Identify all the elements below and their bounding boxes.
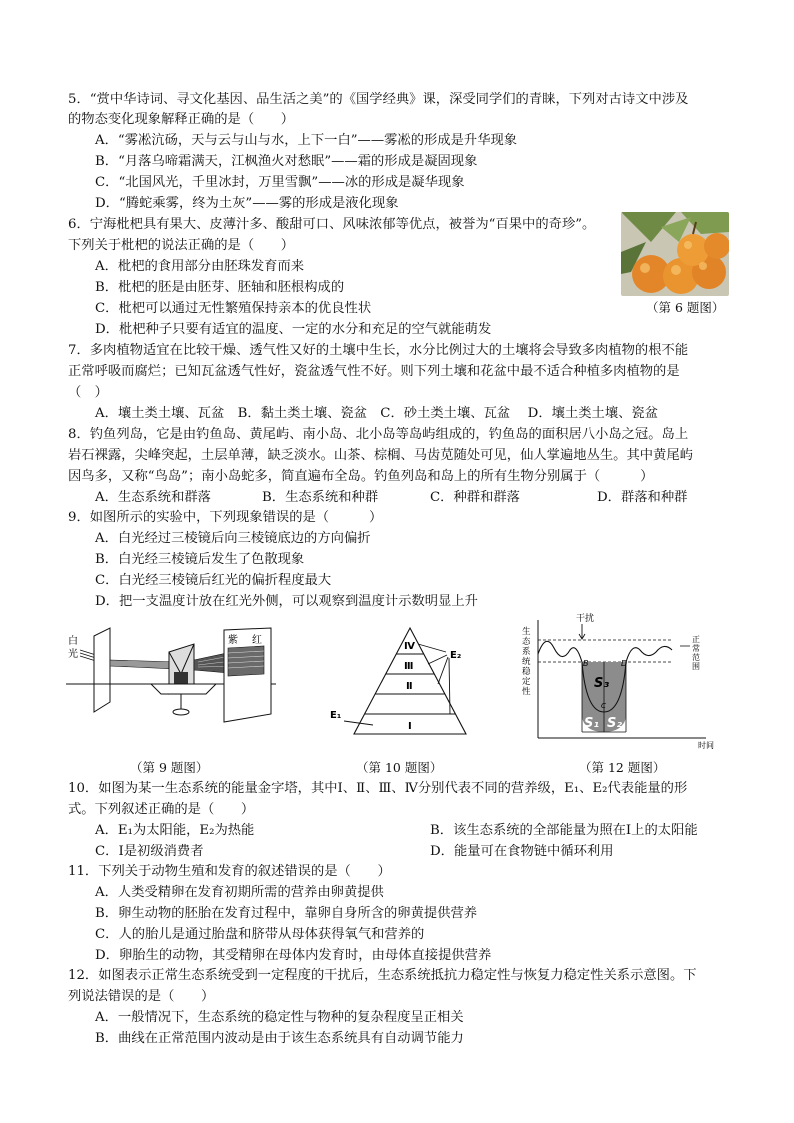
point-c-label: C — [601, 702, 606, 710]
violet-label: 紫 — [228, 635, 238, 646]
q6-option-d: D．枇杷种子只要有适宜的温度、一定的水分和充足的空气就能萌发 — [95, 322, 492, 337]
level-iv-label: Ⅳ — [404, 641, 415, 652]
x-axis-label: 时间 — [698, 741, 714, 750]
q11-option-d: D．卵胎生的动物，其受精卵在母体内发育时，由母体直接提供营养 — [95, 948, 492, 963]
svg-text:态: 态 — [522, 637, 531, 647]
figure-9-caption: （第 9 题图） — [130, 760, 209, 775]
q5-option-b: B．“月落乌啼霜满天，江枫渔火对愁眠”——霜的形成是凝固现象 — [95, 154, 478, 169]
e2-label: E₂ — [450, 650, 462, 661]
q10-option-b: B．该生态系统的全部能量为照在Ⅰ上的太阳能 — [430, 823, 698, 838]
q6-stem: 下列关于枇杷的说法正确的是（ ） — [68, 238, 295, 253]
q5-option-c: C．“北国风光，千里冰封，万里雪飘”——冰的形成是凝华现象 — [95, 175, 465, 190]
q8-option-c: C．种群和群落 — [430, 490, 520, 505]
white-light-label: 光 — [68, 649, 78, 660]
svg-text:系: 系 — [522, 647, 531, 657]
level-ii-label: Ⅱ — [406, 681, 413, 692]
q9-option-c: C．白光经三棱镜后红光的偏折程度最大 — [95, 573, 332, 588]
s2-label: S₂ — [607, 716, 623, 731]
figure-10-caption: （第 10 题图） — [356, 760, 443, 775]
q7-stem: 正常呼吸而腐烂；已知瓦盆透气性好，瓷盆透气性不好。则下列土壤和花盆中最不适合种植多肉植物的是 — [68, 364, 680, 379]
q12-option-b: B．曲线在正常范围内波动是由于该生态系统具有自动调节能力 — [95, 1031, 464, 1046]
q8-option-a: A．生态系统和群落 — [95, 490, 211, 505]
q9-option-a: A．白光经过三棱镜后向三棱镜底边的方向偏折 — [95, 531, 371, 546]
q8-option-d: D．群落和种群 — [597, 490, 688, 505]
q11-option-a: A．人类受精卵在发育初期所需的营养由卵黄提供 — [95, 885, 384, 900]
svg-text:性: 性 — [522, 687, 531, 697]
q7-options: A．壤土类土壤、瓦盆 B．黏土类土壤、瓷盆 C．砂土类土壤、瓦盆 D．壤土类土壤、瓷盆 — [95, 406, 659, 421]
q10-option-d: D．能量可在食物链中循环利用 — [430, 844, 614, 859]
q12-stem: 12．如图表示正常生态系统受到一定程度的干扰后，生态系统抵抗力稳定性与恢复力稳定性关系示意图。下 — [68, 968, 697, 983]
q6-stem: 6．宁海枇杷具有果大、皮薄汁多、酸甜可口、风味浓郁等优点，被誉为“百果中的奇珍”。 — [68, 217, 596, 232]
q5-stem: 的物态变化现象解释正确的是（ ） — [68, 112, 295, 127]
q9-option-b: B．白光经三棱镜后发生了色散现象 — [95, 552, 305, 567]
q7-stem: 7．多肉植物适宜在比较干燥、透气性又好的土壤中生长，水分比例过大的土壤将会导致多肉植物的根不能 — [68, 343, 689, 358]
q8-stem: 因鸟多，又称“鸟岛”；南小岛蛇多，简直遍布全岛。钓鱼列岛和岛上的所有生物分别属于（ ） — [68, 469, 654, 484]
level-iii-label: Ⅲ — [404, 661, 414, 672]
q12-option-a: A．一般情况下，生态系统的稳定性与物种的复杂程度呈正相关 — [95, 1010, 464, 1025]
svg-text:正: 正 — [692, 635, 700, 644]
disturbance-label: 干扰 — [576, 614, 595, 624]
svg-text:统: 统 — [522, 657, 531, 667]
normal-range-label — [692, 635, 700, 671]
figure-12-caption: （第 12 题图） — [579, 760, 666, 775]
q6-option-a: A．枇杷的食用部分由胚珠发育而来 — [95, 259, 305, 274]
q5-stem: 5．“赏中华诗词、寻文化基因、品生活之美”的《国学经典》课，深受同学们的青睐，下列对古诗文中涉及 — [68, 92, 689, 107]
svg-text:生: 生 — [522, 627, 531, 637]
white-light-label: 白 — [68, 636, 78, 647]
q9-stem: 9．如图所示的实验中，下列现象错误的是（ ） — [68, 510, 383, 525]
red-label: 红 — [252, 635, 262, 646]
point-b-label: B — [583, 659, 589, 668]
figure-6-caption: （第 6 题图） — [646, 300, 725, 315]
q8-stem: 8．钓鱼列岛，它是由钓鱼岛、黄尾屿、南小岛、北小岛等岛屿组成的，钓鱼岛的面积居八小岛之冠。岛上 — [68, 427, 689, 442]
q11-option-b: B．卵生动物的胚胎在发育过程中，靠卵自身所含的卵黄提供营养 — [95, 906, 478, 921]
e1-label: E₁ — [330, 710, 342, 721]
svg-text:围: 围 — [692, 662, 700, 671]
q10-stem: 式。下列叙述正确的是（ ） — [68, 802, 255, 817]
q8-option-b: B．生态系统和种群 — [262, 490, 379, 505]
q5-option-a: A．“雾凇沆砀，天与云与山与水，上下一白”——雾凇的形成是升华现象 — [95, 133, 518, 148]
s3-label: S₃ — [594, 676, 610, 691]
y-axis-label — [522, 626, 531, 697]
svg-text:定: 定 — [522, 677, 531, 687]
energy-pyramid-figure — [328, 622, 478, 740]
svg-text:稳: 稳 — [522, 667, 531, 677]
loquat-photo — [621, 212, 729, 296]
q10-stem: 10．如图为某一生态系统的能量金字塔，其中Ⅰ、Ⅱ、Ⅲ、Ⅳ分别代表不同的营养级，E₁、E₂代表能量的形 — [68, 781, 688, 796]
q6-option-c: C．枇杷可以通过无性繁殖保持亲本的优良性状 — [95, 301, 372, 316]
point-d-label: D — [621, 659, 628, 668]
s1-label: S₁ — [584, 716, 600, 731]
svg-text:常: 常 — [692, 644, 700, 653]
level-i-label: Ⅰ — [408, 721, 412, 732]
q10-option-c: C．Ⅰ是初级消费者 — [95, 844, 204, 859]
slit-screen — [94, 628, 110, 712]
q11-option-c: C．人的胎儿是通过胎盘和脐带从母体获得氧气和营养的 — [95, 927, 425, 942]
q6-option-b: B．枇杷的胚是由胚芽、胚轴和胚根构成的 — [95, 280, 345, 295]
q5-option-d: D．“腾蛇乘雾，终为土灰”——雾的形成是液化现象 — [95, 196, 399, 211]
q11-stem: 11．下列关于动物生殖和发育的叙述错误的是（ ） — [68, 864, 391, 879]
prism-experiment-figure — [66, 622, 291, 732]
q9-option-d: D．把一支温度计放在红光外侧，可以观察到温度计示数明显上升 — [95, 594, 478, 609]
q12-stem: 列说法错误的是（ ） — [68, 989, 215, 1004]
q8-stem: 岩石裸露，尖峰突起，土层单薄，缺乏淡水。山茶、棕榈、马齿苋随处可见，仙人掌遍地丛生。其中黄尾屿 — [68, 448, 693, 463]
q7-stem: （ ） — [68, 385, 108, 400]
stability-curve-figure — [520, 612, 726, 752]
svg-text:范: 范 — [692, 653, 700, 662]
q10-option-a: A．E₁为太阳能，E₂为热能 — [95, 823, 255, 838]
